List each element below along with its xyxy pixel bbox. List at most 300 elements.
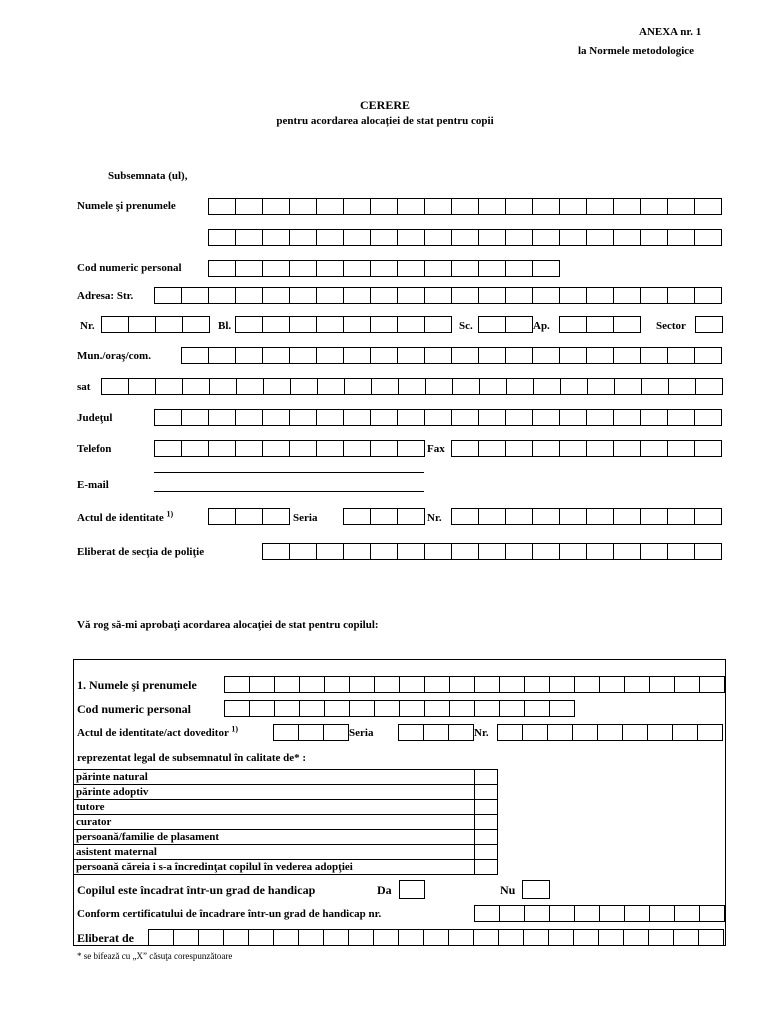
char-box[interactable] [695,379,722,394]
char-box[interactable] [208,199,235,214]
char-box[interactable] [586,288,613,303]
char-box[interactable] [448,725,473,740]
char-box[interactable] [694,410,721,425]
email-line-1[interactable] [154,472,424,473]
char-box[interactable] [299,677,324,692]
char-box[interactable] [262,509,289,524]
char-box[interactable] [451,288,478,303]
char-box[interactable] [323,725,348,740]
char-box[interactable] [586,348,613,363]
char-box[interactable] [532,261,559,276]
char-box[interactable] [397,410,424,425]
char-box[interactable] [101,317,128,332]
char-box[interactable] [236,379,263,394]
char-box[interactable] [370,441,397,456]
char-box[interactable] [235,348,262,363]
char-box[interactable] [182,317,209,332]
char-box[interactable] [370,199,397,214]
char-box[interactable] [613,441,640,456]
id-seria-input[interactable] [343,508,425,525]
char-box[interactable] [262,199,289,214]
char-box[interactable] [223,930,248,945]
char-box[interactable] [586,544,613,559]
char-box[interactable] [452,379,479,394]
char-box[interactable] [154,288,181,303]
char-box[interactable] [505,261,532,276]
char-box[interactable] [613,410,640,425]
char-box[interactable] [208,230,235,245]
char-box[interactable] [274,701,299,716]
char-box[interactable] [667,509,694,524]
char-box[interactable] [374,701,399,716]
char-box[interactable] [586,509,613,524]
char-box[interactable] [694,230,721,245]
char-box[interactable] [289,544,316,559]
char-box[interactable] [370,317,397,332]
sc-input[interactable] [478,316,533,333]
char-box[interactable] [667,348,694,363]
char-box[interactable] [559,410,586,425]
char-box[interactable] [235,261,262,276]
char-box[interactable] [317,379,344,394]
char-box[interactable] [182,379,209,394]
char-box[interactable] [474,906,499,921]
char-box[interactable] [613,509,640,524]
char-box[interactable] [323,930,348,945]
char-box[interactable] [478,509,505,524]
char-box[interactable] [397,509,424,524]
char-box[interactable] [343,348,370,363]
issued-input[interactable] [262,543,722,560]
char-box[interactable] [397,544,424,559]
char-box[interactable] [451,261,478,276]
char-box[interactable] [128,379,155,394]
char-box[interactable] [343,317,370,332]
char-box[interactable] [672,725,697,740]
char-box[interactable] [424,261,451,276]
char-box[interactable] [499,677,524,692]
char-box[interactable] [624,906,649,921]
char-box[interactable] [262,441,289,456]
char-box[interactable] [640,441,667,456]
char-box[interactable] [343,441,370,456]
char-box[interactable] [262,410,289,425]
cnp-input[interactable] [208,260,560,277]
char-box[interactable] [667,288,694,303]
char-box[interactable] [548,930,573,945]
char-box[interactable] [505,410,532,425]
char-box[interactable] [667,441,694,456]
char-box[interactable] [370,230,397,245]
option-checkbox[interactable] [474,800,498,815]
char-box[interactable] [586,317,613,332]
char-box[interactable] [640,230,667,245]
char-box[interactable] [397,317,424,332]
char-box[interactable] [559,288,586,303]
option-checkbox[interactable] [474,815,498,830]
phone-input[interactable] [154,440,425,457]
char-box[interactable] [343,230,370,245]
char-box[interactable] [224,701,249,716]
char-box[interactable] [614,379,641,394]
char-box[interactable] [208,509,235,524]
char-box[interactable] [289,410,316,425]
char-box[interactable] [397,261,424,276]
char-box[interactable] [599,906,624,921]
char-box[interactable] [399,677,424,692]
char-box[interactable] [522,881,549,898]
char-box[interactable] [370,509,397,524]
char-box[interactable] [343,544,370,559]
char-box[interactable] [532,441,559,456]
char-box[interactable] [235,317,262,332]
char-box[interactable] [370,288,397,303]
char-box[interactable] [559,441,586,456]
char-box[interactable] [273,725,298,740]
char-box[interactable] [316,348,343,363]
char-box[interactable] [698,930,723,945]
char-box[interactable] [478,317,505,332]
char-box[interactable] [640,509,667,524]
char-box[interactable] [349,701,374,716]
char-box[interactable] [423,930,448,945]
ap-input[interactable] [559,316,641,333]
char-box[interactable] [532,288,559,303]
char-box[interactable] [289,261,316,276]
char-box[interactable] [451,410,478,425]
char-box[interactable] [208,261,235,276]
char-box[interactable] [695,317,722,332]
char-box[interactable] [549,906,574,921]
char-box[interactable] [248,930,273,945]
char-box[interactable] [397,288,424,303]
char-box[interactable] [424,677,449,692]
char-box[interactable] [343,410,370,425]
char-box[interactable] [343,261,370,276]
char-box[interactable] [424,199,451,214]
char-box[interactable] [370,544,397,559]
char-box[interactable] [523,930,548,945]
char-box[interactable] [478,199,505,214]
char-box[interactable] [448,930,473,945]
char-box[interactable] [343,288,370,303]
char-box[interactable] [674,906,699,921]
char-box[interactable] [699,677,724,692]
char-box[interactable] [298,930,323,945]
char-box[interactable] [574,906,599,921]
child-issued-input[interactable] [148,929,724,946]
char-box[interactable] [154,410,181,425]
char-box[interactable] [649,906,674,921]
county-input[interactable] [154,409,722,426]
char-box[interactable] [505,317,532,332]
char-box[interactable] [424,230,451,245]
char-box[interactable] [572,725,597,740]
char-box[interactable] [374,677,399,692]
char-box[interactable] [505,348,532,363]
char-box[interactable] [451,230,478,245]
char-box[interactable] [181,288,208,303]
char-box[interactable] [497,725,522,740]
char-box[interactable] [694,441,721,456]
char-box[interactable] [316,410,343,425]
char-box[interactable] [473,930,498,945]
char-box[interactable] [208,441,235,456]
char-box[interactable] [397,348,424,363]
char-box[interactable] [316,441,343,456]
char-box[interactable] [613,288,640,303]
char-box[interactable] [559,509,586,524]
char-box[interactable] [623,930,648,945]
char-box[interactable] [235,410,262,425]
char-box[interactable] [148,930,173,945]
char-box[interactable] [667,410,694,425]
char-box[interactable] [524,677,549,692]
char-box[interactable] [173,930,198,945]
char-box[interactable] [506,379,533,394]
char-box[interactable] [532,199,559,214]
char-box[interactable] [343,509,370,524]
char-box[interactable] [424,288,451,303]
char-box[interactable] [505,288,532,303]
char-box[interactable] [524,701,549,716]
char-box[interactable] [522,725,547,740]
char-box[interactable] [648,930,673,945]
char-box[interactable] [249,677,274,692]
char-box[interactable] [505,441,532,456]
char-box[interactable] [235,509,262,524]
char-box[interactable] [344,379,371,394]
char-box[interactable] [505,509,532,524]
char-box[interactable] [289,441,316,456]
char-box[interactable] [668,379,695,394]
village-input[interactable] [101,378,723,395]
char-box[interactable] [640,410,667,425]
option-checkbox[interactable] [474,845,498,860]
char-box[interactable] [423,725,448,740]
char-box[interactable] [424,317,451,332]
char-box[interactable] [613,317,640,332]
char-box[interactable] [598,930,623,945]
char-box[interactable] [208,348,235,363]
char-box[interactable] [694,544,721,559]
street-input[interactable] [154,287,722,304]
char-box[interactable] [371,379,398,394]
char-box[interactable] [505,544,532,559]
char-box[interactable] [640,199,667,214]
handicap-no-checkbox[interactable] [522,880,550,899]
child-name-input[interactable] [224,676,725,693]
email-input[interactable] [154,491,424,492]
char-box[interactable] [181,441,208,456]
char-box[interactable] [316,317,343,332]
char-box[interactable] [316,261,343,276]
char-box[interactable] [451,509,478,524]
char-box[interactable] [640,348,667,363]
char-box[interactable] [399,881,424,898]
char-box[interactable] [560,379,587,394]
child-cnp-input[interactable] [224,700,575,717]
char-box[interactable] [533,379,560,394]
char-box[interactable] [697,725,722,740]
char-box[interactable] [559,544,586,559]
char-box[interactable] [316,199,343,214]
char-box[interactable] [399,701,424,716]
char-box[interactable] [549,701,574,716]
char-box[interactable] [499,906,524,921]
char-box[interactable] [262,317,289,332]
char-box[interactable] [398,725,423,740]
char-box[interactable] [532,544,559,559]
char-box[interactable] [694,199,721,214]
char-box[interactable] [263,379,290,394]
char-box[interactable] [451,441,478,456]
char-box[interactable] [449,677,474,692]
char-box[interactable] [235,441,262,456]
char-box[interactable] [451,544,478,559]
char-box[interactable] [274,677,299,692]
char-box[interactable] [505,199,532,214]
char-box[interactable] [370,348,397,363]
char-box[interactable] [155,317,182,332]
char-box[interactable] [208,410,235,425]
char-box[interactable] [101,379,128,394]
char-box[interactable] [424,544,451,559]
id-nr-input[interactable] [451,508,722,525]
char-box[interactable] [209,379,236,394]
char-box[interactable] [198,930,223,945]
char-box[interactable] [155,379,182,394]
char-box[interactable] [373,930,398,945]
char-box[interactable] [478,261,505,276]
char-box[interactable] [348,930,373,945]
char-box[interactable] [549,677,574,692]
char-box[interactable] [613,544,640,559]
char-box[interactable] [289,199,316,214]
char-box[interactable] [425,379,452,394]
char-box[interactable] [128,317,155,332]
char-box[interactable] [624,677,649,692]
child-nr-input[interactable] [497,724,723,741]
char-box[interactable] [262,261,289,276]
char-box[interactable] [235,230,262,245]
char-box[interactable] [289,348,316,363]
bl-input[interactable] [235,316,452,333]
option-checkbox[interactable] [474,770,498,785]
char-box[interactable] [181,348,208,363]
char-box[interactable] [370,410,397,425]
char-box[interactable] [349,677,374,692]
char-box[interactable] [640,288,667,303]
char-box[interactable] [532,230,559,245]
char-box[interactable] [505,230,532,245]
char-box[interactable] [449,701,474,716]
char-box[interactable] [235,288,262,303]
char-box[interactable] [641,379,668,394]
char-box[interactable] [262,230,289,245]
char-box[interactable] [397,230,424,245]
char-box[interactable] [613,199,640,214]
char-box[interactable] [524,906,549,921]
child-seria-input[interactable] [398,724,474,741]
char-box[interactable] [298,725,323,740]
char-box[interactable] [586,199,613,214]
char-box[interactable] [289,317,316,332]
char-box[interactable] [532,348,559,363]
char-box[interactable] [299,701,324,716]
char-box[interactable] [451,348,478,363]
certificate-input[interactable] [474,905,725,922]
char-box[interactable] [181,410,208,425]
char-box[interactable] [478,288,505,303]
char-box[interactable] [343,199,370,214]
char-box[interactable] [424,410,451,425]
char-box[interactable] [289,230,316,245]
char-box[interactable] [249,701,274,716]
char-box[interactable] [397,441,424,456]
char-box[interactable] [208,288,235,303]
char-box[interactable] [613,230,640,245]
char-box[interactable] [398,930,423,945]
char-box[interactable] [316,544,343,559]
char-box[interactable] [667,199,694,214]
char-box[interactable] [622,725,647,740]
char-box[interactable] [474,677,499,692]
char-box[interactable] [262,544,289,559]
char-box[interactable] [370,261,397,276]
char-box[interactable] [478,348,505,363]
char-box[interactable] [424,701,449,716]
char-box[interactable] [649,677,674,692]
char-box[interactable] [290,379,317,394]
char-box[interactable] [316,288,343,303]
char-box[interactable] [694,348,721,363]
char-box[interactable] [597,725,622,740]
char-box[interactable] [694,509,721,524]
char-box[interactable] [586,441,613,456]
char-box[interactable] [647,725,672,740]
char-box[interactable] [694,288,721,303]
name-input-line2[interactable] [208,229,722,246]
char-box[interactable] [478,441,505,456]
char-box[interactable] [532,509,559,524]
handicap-yes-checkbox[interactable] [399,880,425,899]
city-input[interactable] [181,347,722,364]
char-box[interactable] [262,348,289,363]
child-id-type-input[interactable] [273,724,349,741]
char-box[interactable] [324,701,349,716]
char-box[interactable] [479,379,506,394]
char-box[interactable] [398,379,425,394]
char-box[interactable] [586,230,613,245]
char-box[interactable] [613,348,640,363]
char-box[interactable] [451,199,478,214]
option-checkbox[interactable] [474,785,498,800]
char-box[interactable] [499,701,524,716]
char-box[interactable] [673,930,698,945]
char-box[interactable] [474,701,499,716]
nr-input[interactable] [101,316,210,333]
char-box[interactable] [640,544,667,559]
option-checkbox[interactable] [474,830,498,845]
name-input[interactable] [208,198,722,215]
char-box[interactable] [586,410,613,425]
char-box[interactable] [587,379,614,394]
char-box[interactable] [559,348,586,363]
char-box[interactable] [667,544,694,559]
char-box[interactable] [478,230,505,245]
id-type-input[interactable] [208,508,290,525]
